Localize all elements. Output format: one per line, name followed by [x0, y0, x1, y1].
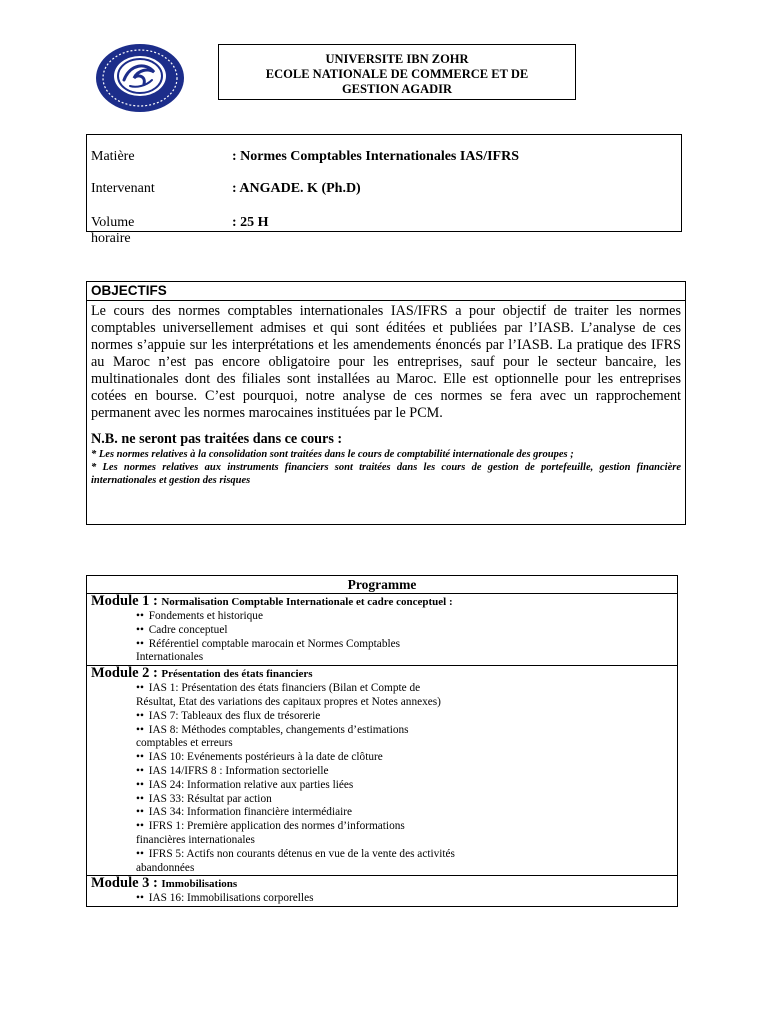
header-line-2: ECOLE NATIONALE DE COMMERCE ET DE [265, 67, 529, 81]
programme-header-row [87, 576, 678, 594]
nb-item: * Les normes relatives à la consolidation sont traitées dans le cours de comptabilité internationale des groupes ; [91, 449, 574, 460]
list-item: •• Référentiel comptable marocain et Normes Comptables Internationales [136, 637, 401, 664]
module-name: Immobilisations [161, 878, 238, 891]
module-label: Module 1 : [91, 593, 158, 609]
module-items [91, 610, 456, 665]
list-item: •• IFRS 5: Actifs non courants détenus en vue de la vente des activités abandonnées [136, 847, 455, 874]
objectives-text: Le cours des normes comptables internationales IAS/IFRS a pour objectif de traiter les normes comptables universellement admises et qui sont éditées et publiées par l’IASB. L’analyse de ces normes s’appuie sur les interprétations et les amendements énoncés par l’IASB. La pratique des IFRS au Maroc n’est pas encore obligatoire pour les entreprises, sauf pour le secteur bancaire, les multinationales dont des filiales sont installées au Maroc. Elle est optionnelle pour les entreprises cotées en bourse. C’est pourquoi, notre analyse de ces normes se fera avec un rapprochement permanent avec les normes marocaines instituées par le PCM. [91, 303, 681, 421]
objectives-box [86, 281, 686, 525]
bullet-icon: •• [136, 682, 144, 695]
institution-header [218, 44, 576, 100]
bullet-icon: •• [136, 820, 144, 833]
bullet-icon: •• [136, 610, 144, 622]
info-label: Volume horaire [91, 215, 135, 246]
list-item: •• IAS 33: Résultat par action [136, 792, 272, 805]
course-info-box [86, 134, 682, 246]
module-title [91, 594, 673, 610]
objectives-title: OBJECTIFS [87, 282, 685, 301]
bullet-icon: •• [136, 806, 144, 819]
list-item: •• IAS 10: Evénements postérieurs à la date de clôture [136, 751, 383, 764]
bullet-icon: •• [136, 792, 144, 805]
info-label: Intervenant [91, 181, 155, 196]
bullet-icon: •• [136, 764, 144, 777]
module-title [91, 666, 673, 682]
header-line-3: GESTION AGADIR [341, 82, 453, 96]
module-row [87, 876, 678, 907]
bullet-icon: •• [136, 892, 144, 905]
module-1-cell [87, 594, 678, 666]
nb-item: * Les normes relatives aux instruments financiers sont traitées dans les cours de gestion de portefeuille, gestion financière internationales et gestion des risques [91, 462, 681, 486]
module-label: Module 3 : [91, 875, 158, 892]
info-value: : 25 H [232, 215, 269, 230]
university-logo [94, 42, 186, 114]
list-item: •• IAS 7: Tableaux des flux de trésorerie [136, 709, 321, 722]
bullet-icon: •• [136, 723, 144, 736]
bullet-icon: •• [136, 751, 144, 764]
list-item: •• IAS 14/IFRS 8 : Information sectorielle [136, 764, 329, 777]
bullet-icon: •• [136, 637, 144, 650]
module-items [91, 892, 456, 906]
bullet-icon: •• [136, 778, 144, 791]
info-value: : ANGADE. K (Ph.D) [232, 181, 361, 196]
list-item: •• IAS 1: Présentation des états financiers (Bilan et Compte de Résultat, Etat des variations des capitaux propres et Notes annexes) [136, 682, 441, 708]
list-item: •• IAS 16: Immobilisations corporelles [136, 892, 314, 905]
nb-title: N.B. ne seront pas traitées dans ce cours : [91, 431, 343, 447]
list-item: •• Cadre conceptuel [136, 623, 228, 636]
programme-table [86, 575, 678, 907]
module-row [87, 666, 678, 876]
module-row [87, 594, 678, 666]
list-item: •• IAS 8: Méthodes comptables, changements d’estimations comptables et erreurs [136, 723, 409, 750]
info-label: Matière [91, 149, 135, 164]
university-seal-icon [94, 42, 186, 114]
module-3-cell [87, 876, 678, 907]
module-2-cell [87, 666, 678, 876]
list-item: •• Fondements et historique [136, 610, 263, 622]
module-label: Module 2 : [91, 665, 158, 682]
bullet-icon: •• [136, 709, 144, 722]
module-name: Normalisation Comptable Internationale et cadre conceptuel : [161, 596, 453, 608]
bullet-icon: •• [136, 623, 144, 636]
module-title [91, 876, 673, 892]
bullet-icon: •• [136, 847, 144, 860]
list-item: •• IFRS 1: Première application des normes d’informations financières internationales [136, 820, 405, 846]
programme-title: Programme [87, 576, 678, 594]
info-value: : Normes Comptables Internationales IAS/IFRS [232, 149, 519, 164]
module-items [91, 682, 456, 875]
list-item: •• IAS 34: Information financière intermédiaire [136, 806, 353, 819]
module-name: Présentation des états financiers [161, 668, 313, 681]
header-line-1: UNIVERSITE IBN ZOHR [325, 52, 469, 66]
list-item: •• IAS 24: Information relative aux parties liées [136, 778, 354, 791]
